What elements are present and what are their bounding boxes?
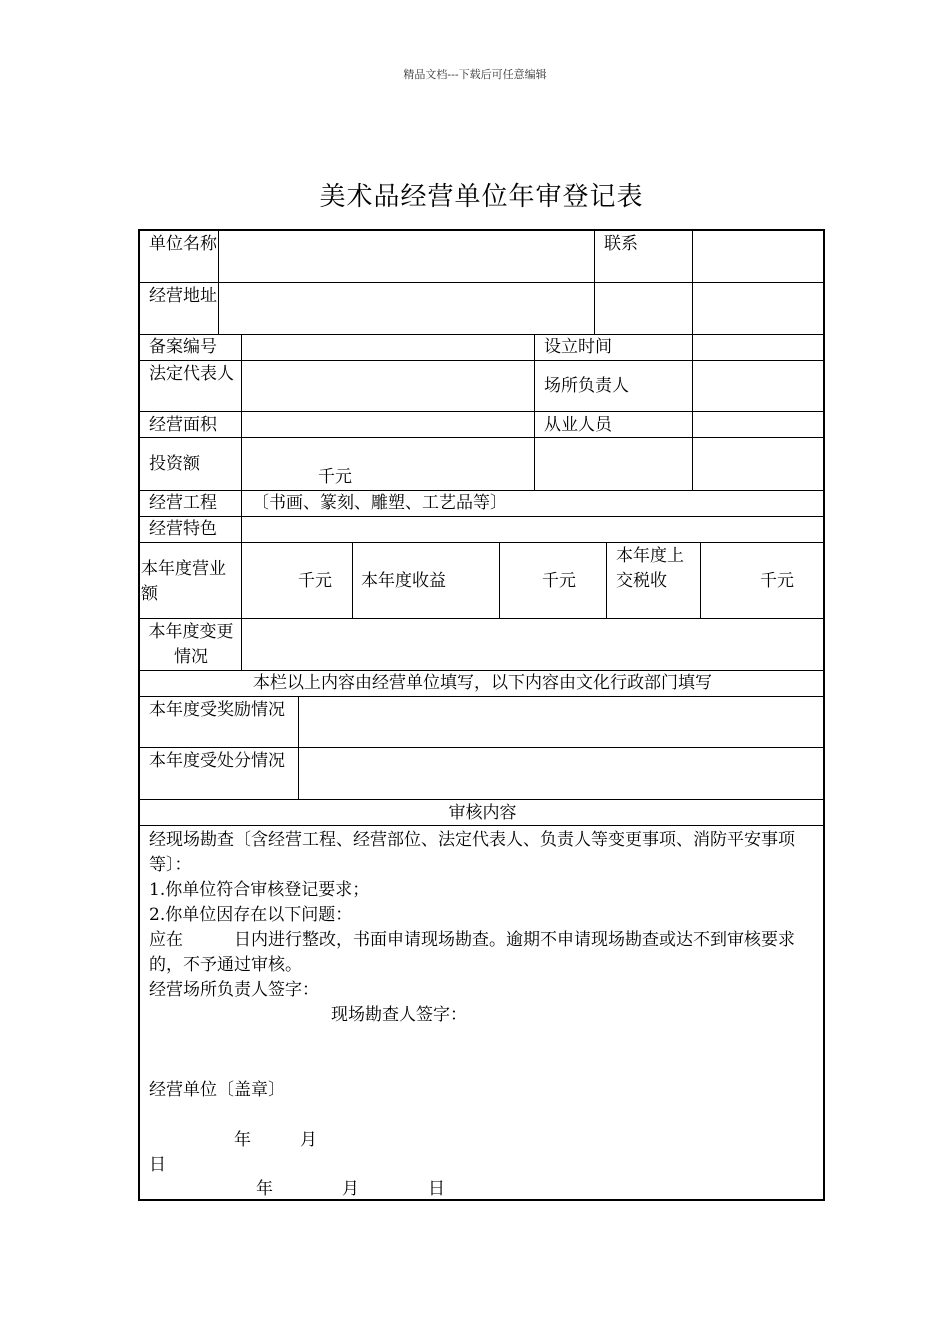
registration-form [138, 229, 825, 1201]
divider-note: 本栏以上内容由经营单位填写，以下内容由文化行政部门填写 [253, 673, 712, 693]
penalties-label: 本年度受处分情况 [149, 751, 285, 771]
col-divider [606, 542, 607, 618]
address-label: 经营地址 [149, 286, 217, 306]
inspector-signature: 现场勘查人签字： [331, 1005, 467, 1025]
income-label: 本年度收益 [361, 571, 446, 591]
business-scope-label: 经营工程 [149, 493, 217, 513]
row-divider [140, 360, 825, 361]
row-divider [140, 437, 825, 438]
features-label: 经营特色 [149, 519, 217, 539]
col-divider [594, 231, 595, 334]
col-divider [700, 542, 701, 618]
unit-seal: 经营单位〔盖章〕 [149, 1080, 285, 1100]
col-divider [499, 542, 500, 618]
row-divider [140, 282, 825, 283]
review-rectify-note: 应在 日内进行整改，书面申请现场勘查。逾期不申请现场勘查或达不到审核要求的，不予通过审核。 [149, 930, 795, 975]
awards-label: 本年度受奖励情况 [149, 700, 285, 720]
col-divider [241, 334, 242, 490]
row-divider [140, 799, 825, 800]
revenue-label: 本年度营业额 [141, 559, 226, 604]
changes-label: 本年度变更情况 [148, 622, 234, 667]
income-unit: 千元 [542, 571, 576, 591]
row-divider [140, 747, 825, 748]
venue-manager-signature: 经营场所负责人签字： [149, 980, 319, 1000]
established-label: 设立时间 [544, 337, 612, 357]
area-label: 经营面积 [149, 415, 217, 435]
tax-label: 本年度上交税收 [616, 546, 684, 591]
unit-name-label: 单位名称 [149, 234, 217, 254]
col-divider [218, 231, 219, 334]
review-header: 审核内容 [448, 803, 517, 823]
contact-label: 联系 [604, 234, 638, 254]
col-divider [298, 696, 299, 799]
row-divider [140, 618, 825, 619]
col-divider [352, 542, 353, 618]
review-paragraph: 经现场勘查〔含经营工程、经营部位、法定代表人、负责人等变更事项、消防平安事项等〕： [149, 830, 795, 875]
review-option-2: 2.你单位因存在以下问题： [149, 905, 353, 925]
header-note: 精品文档---下载后可任意编辑 [403, 68, 547, 81]
date-1-year: 年 [234, 1130, 251, 1150]
row-divider [140, 696, 825, 697]
form-title: 美术品经营单位年审登记表 [319, 182, 644, 212]
business-scope-value: 〔书画、篆刻、雕塑、工艺品等〕 [252, 493, 507, 513]
date-2-day: 日 [428, 1179, 445, 1199]
date-1-month: 月 [300, 1130, 317, 1150]
row-divider [140, 334, 825, 335]
investment-label: 投资额 [149, 454, 200, 474]
col-divider [692, 231, 693, 490]
legal-rep-label: 法定代表人 [149, 364, 234, 384]
col-divider [241, 490, 242, 670]
record-no-label: 备案编号 [149, 337, 217, 357]
staff-label: 从业人员 [544, 415, 612, 435]
revenue-unit: 千元 [298, 571, 332, 591]
date-1-day: 日 [149, 1155, 166, 1175]
venue-manager-label: 场所负责人 [544, 376, 629, 396]
review-option-1: 1.你单位符合审核登记要求； [149, 880, 370, 900]
row-divider [140, 542, 825, 543]
date-2-month: 月 [342, 1179, 359, 1199]
date-2-year: 年 [256, 1179, 273, 1199]
investment-unit: 千元 [318, 467, 352, 487]
tax-unit: 千元 [760, 571, 794, 591]
col-divider [534, 334, 535, 490]
row-divider [140, 411, 825, 412]
row-divider [140, 516, 825, 517]
